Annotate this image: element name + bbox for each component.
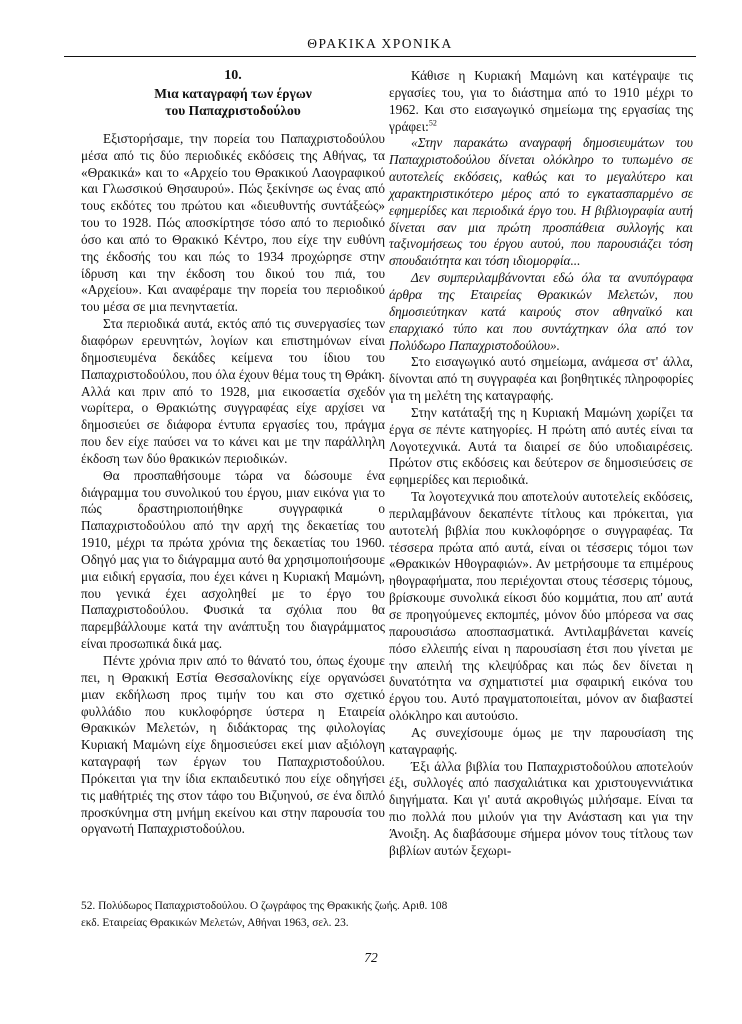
page-number: 72 [364,950,378,965]
footnote [81,898,696,931]
footnote-line1: 52. Πολύδωρος Παπαχριστοδούλου. Ο ζωγράφος της Θρακικής ζωής. Αριθ. 108 [81,900,448,912]
quotation: «Στην παρακάτω αναγραφή δημοσιευμάτων του Παπαχριστοδούλου δίνεται ολόκληρο το τυπωμένο σε αυτοτελείς εκδόσεις, καθώς και το μεγαλύτερο και χαρακτηριστικότερο μέρος από το εγκατασπαρμένο σε εφημερίδες και περιοδικά έργο του. Η βιβλιογραφία αυτή δίνεται σαν μια πρώτη προσπάθεια συλλογής και ταξινομήσεως του έργου αυτού, που παρουσιάζει τόση σπουδαιότητα και τόση ιδιομορφία... [389,135,693,269]
footnote-marker: 52 [428,118,437,128]
paragraph: Ας συνεχίσουμε όμως με την παρουσίαση της καταγραφής. [389,724,693,757]
chapter-title [81,85,385,119]
paragraph [389,68,693,135]
left-column [81,68,385,838]
chapter-number: 10. [224,68,242,83]
paragraph-text: Κάθισε η Κυριακή Μαμώνη και κατέγραψε τις εργασίες του, για το διάστημα από το 1910 μέχρι το 1962. Και στο εισαγωγικό σημείωμα της εργασίας της γράφει: [389,68,693,134]
paragraph: Θα προσπαθήσουμε τώρα να δώσουμε ένα διάγραμμα του συνολικού του έργου, μιαν εικόνα για το πώς δραστηριοποιήθηκε συγγραφικά ο Παπαχριστοδούλου από την αρχή της δεκαετίας του 1910, μέχρι τα πρώτα χρόνια της δεκαετίας του 1960. Οδηγό μας για το διάγραμμα αυτό θα χρησιμοποιήσουμε μια ειδική εργασία, που έχει κάνει η Κυριακή Μαμώνη, που γενικά έχει ασχοληθεί με το έργο του Παπαχριστοδούλου. Φυσικά τα σχόλια που θα παρεμβάλλουμε κατά την ανάπτυξη του διαγράμματος είναι προσωπικά δικά μας. [81,467,385,652]
paragraph: Στα περιοδικά αυτά, εκτός από τις συνεργασίες των διαφόρων ερευνητών, λογίων και επιστημόνων είναι δημοσιευμένα δεκάδες κείμενα του ίδιου του Παπαχριστοδούλου, που όλα έχουν θέμα τους τη Θράκη. Αλλά και πριν από το 1928, μια εικοσαετία σχεδόν νωρίτερα, ο Θρακιώτης συγγραφέας είχε αρχίσει να δημοσιεύει σε διάφορα έντυπα εργασίες του, πράγμα που δεν είχε παύσει να το κάνει και με την παράλληλη έκδοση των δύο θρακικών περιοδικών. [81,316,385,466]
paragraph: Εξιστορήσαμε, την πορεία του Παπαχριστοδούλου μέσα από τις δύο περιοδικές εκδόσεις της Αθήνας, τα «Θρακικά» και το «Αρχείο του Θρακικού Λαογραφικού και Γλωσσικού Θησαυρού». Πώς ξεκίνησε ως ένας από τους εκδότες του πρώτου και «διευθυντής συντάξεώς» του το 1928. Πώς αποσκίρτησε τόσο από το περιοδικό όσο και από το Θρακικό Κέντρο, που είχε την ευθύνη της έκδοσής του και πώς το 1934 προχώρησε στην ίδρυση και την έκδοση του δικού του πιά, του «Αρχείου». Και αναφέραμε την πορεία του περιοδικού του μέσα σε μια πενηνταετία. [81,130,385,315]
footnote-line2: εκδ. Εταιρείας Θρακικών Μελετών, Αθήναι 1963, σελ. 23. [81,916,349,929]
paragraph: Έξι άλλα βιβλία του Παπαχριστοδούλου αποτελούν έξι, συλλογές από πασχαλιάτικα και χριστουγεννιάτικα διηγήματα. Και γι' αυτά ακροθιγώς μιλήσαμε. Είναι τα πιο πολλά που μιλούν για την Ανάσταση και για την Άνοιξη. Ας διαβάσουμε σήμερα μόνον τους τίτλους των βιβλίων αυτών ξεχωρι- [389,758,693,858]
running-header: ΘΡΑΚΙΚΑ ΧΡΟΝΙΚΑ [307,36,453,51]
paragraph: Πέντε χρόνια πριν από το θάνατό του, όπως έχουμε πει, η Θρακική Εστία Θεσσαλονίκης είχε οργανώσει μιαν εκδήλωση προς τιμήν του και στο σχετικό φυλλάδιο που κυκλοφόρησε ύστερα η Εταιρεία Θρακικών Μελετών, η διδάκτορας της φιλολογίας Κυριακή Μαμώνη είχε δημοσιεύσει εκεί μιαν αξιόλογη καταγραφή των έργων του Παπαχριστοδούλου. Πρόκειται για την ίδια εκπαιδευτικό που είχε οδηγήσει τις μαθήτριές της στον τάφο του Βιζυηνού, σε ένα διπλό προσκύνημα στη μνήμη εκείνου και στην παρουσία του οργανωτή Παπαχριστοδούλου. [81,653,385,837]
paragraph: Τα λογοτεχνικά που αποτελούν αυτοτελείς εκδόσεις, περιλαμβάνουν δεκαπέντε τίτλους και πρόκειται, για αυτοτελή βιβλία που κυκλοφόρησε ο συγγραφέας. Τα τέσσερα πρώτα από αυτά, είναι οι τέσσερις τόμοι των «Θρακικών Ηθογραφιών». Αν μετρήσουμε τα επιμέρους ηθογραφήματα, που περιέχονται στους τέσσερις τόμους, βρίσκουμε συνολικά είκοσι δύο κομμάτια, που απ' αυτά σε προηγούμενες εκπομπές, μόνον δύο μπόρεσα να σας παρουσιάσω αποσπασματικά. Αντιλαμβάνεται κανείς πόσο ελλειπής είναι η παρουσίαση έτσι που γίνεται με την απειλή της κλεψύδρας και πώς δεν δίνεται η δυνατότητα να σχηματιστεί μια σφαιρική εικόνα του έργου του. Αυτό πραγματοποιείται, μόνον αν διαβαστεί ολόκληρο και αυτούσιο. [389,489,693,724]
right-column [389,68,693,860]
chapter-title-line2: του Παπαχριστοδούλου [165,102,301,118]
paragraph: Στο εισαγωγικό αυτό σημείωμα, ανάμεσα στ' άλλα, δίνονται από τη συγγραφέα και βοηθητικές πληροφορίες για τη μελέτη της καταγραφής. [389,354,693,404]
header-rule [64,56,696,57]
paragraph: Στην κατάταξή της η Κυριακή Μαμώνη χωρίζει τα έργα σε πέντε κατηγορίες. Η πρώτη από αυτές είναι τα Λογοτεχνικά. Αυτά τα διαιρεί σε δύο υποδιαιρέσεις. Πρώτον στις εκδόσεις και δεύτερον σε δημοσιεύσεις σε εφημερίδες και περιοδικά. [389,404,693,488]
chapter-title-line1: Μια καταγραφή των έργων [154,85,312,101]
quotation: Δεν συμπεριλαμβάνονται εδώ όλα τα ανυπόγραφα άρθρα της Εταιρείας Θρακικών Μελετών, που δημοσιεύτηκαν κατά καιρούς στον αθηναϊκό και επαρχιακό τύπο και που συντάχτηκαν όλα από τον Πολύδωρο Παπαχριστοδούλου». [389,270,693,353]
